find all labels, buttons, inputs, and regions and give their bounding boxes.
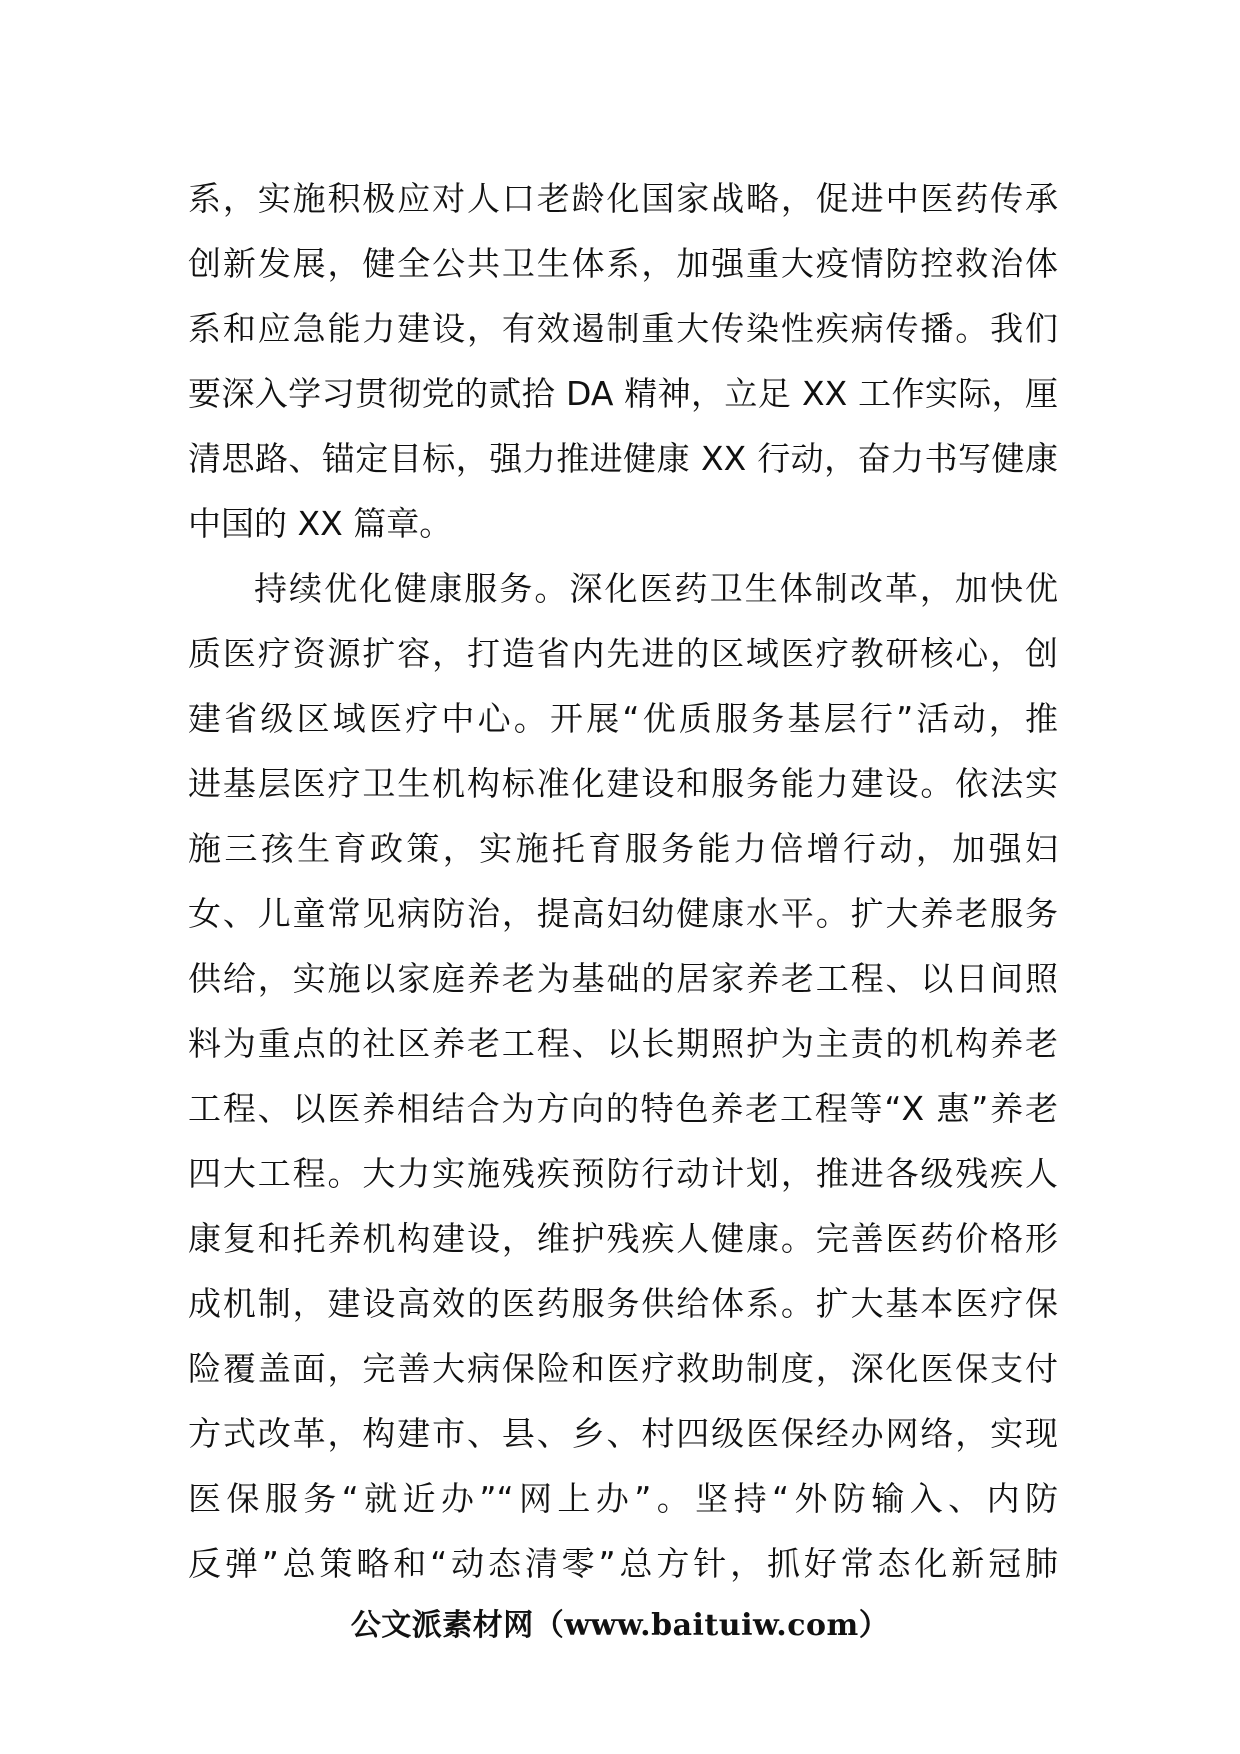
footer-watermark: 公文派素材网（www.baituiw.com）	[350, 1608, 890, 1643]
text-line: 险覆盖面，完善大病保险和医疗救助制度，深化医保支付	[188, 1349, 1058, 1388]
paragraph-start-line: 持续优化健康服务。深化医药卫生体制改革，加快优	[254, 569, 1058, 608]
text-line: 创新发展，健全公共卫生体系，加强重大疫情防控救治体	[188, 244, 1058, 283]
text-line: 料为重点的社区养老工程、以长期照护为主责的机构养老	[188, 1024, 1058, 1063]
text-line: 系，实施积极应对人口老龄化国家战略，促进中医药传承	[188, 179, 1058, 218]
text-line: 医保服务“就近办”“网上办”。坚持“外防输入、内防	[188, 1479, 1058, 1518]
text-line: 清思路、锚定目标，强力推进健康 XX 行动，奋力书写健康	[188, 439, 1058, 478]
text-line: 中国的 XX 篇章。	[188, 504, 453, 543]
text-line: 系和应急能力建设，有效遏制重大传染性疾病传播。我们	[188, 309, 1058, 348]
text-line: 质医疗资源扩容，打造省内先进的区域医疗教研核心，创	[188, 634, 1058, 673]
text-line: 工程、以医养相结合为方向的特色养老工程等“X 惠”养老	[188, 1089, 1058, 1128]
body-text	[188, 166, 1058, 1596]
text-line: 施三孩生育政策，实施托育服务能力倍增行动，加强妇	[188, 829, 1058, 868]
text-line: 四大工程。大力实施残疾预防行动计划，推进各级残疾人	[188, 1154, 1058, 1193]
text-line: 反弹”总策略和“动态清零”总方针，抓好常态化新冠肺	[188, 1544, 1058, 1583]
text-line: 供给，实施以家庭养老为基础的居家养老工程、以日间照	[188, 959, 1058, 998]
text-line: 康复和托养机构建设，维护残疾人健康。完善医药价格形	[188, 1219, 1058, 1258]
text-line: 女、儿童常见病防治，提高妇幼健康水平。扩大养老服务	[188, 894, 1058, 933]
text-line: 建省级区域医疗中心。开展“优质服务基层行”活动，推	[188, 699, 1058, 738]
text-line: 要深入学习贯彻党的贰拾 DA 精神，立足 XX 工作实际，厘	[188, 374, 1058, 413]
text-line: 进基层医疗卫生机构标准化建设和服务能力建设。依法实	[188, 764, 1058, 803]
text-line: 成机制，建设高效的医药服务供给体系。扩大基本医疗保	[188, 1284, 1058, 1323]
text-line: 方式改革，构建市、县、乡、村四级医保经办网络，实现	[188, 1414, 1058, 1453]
